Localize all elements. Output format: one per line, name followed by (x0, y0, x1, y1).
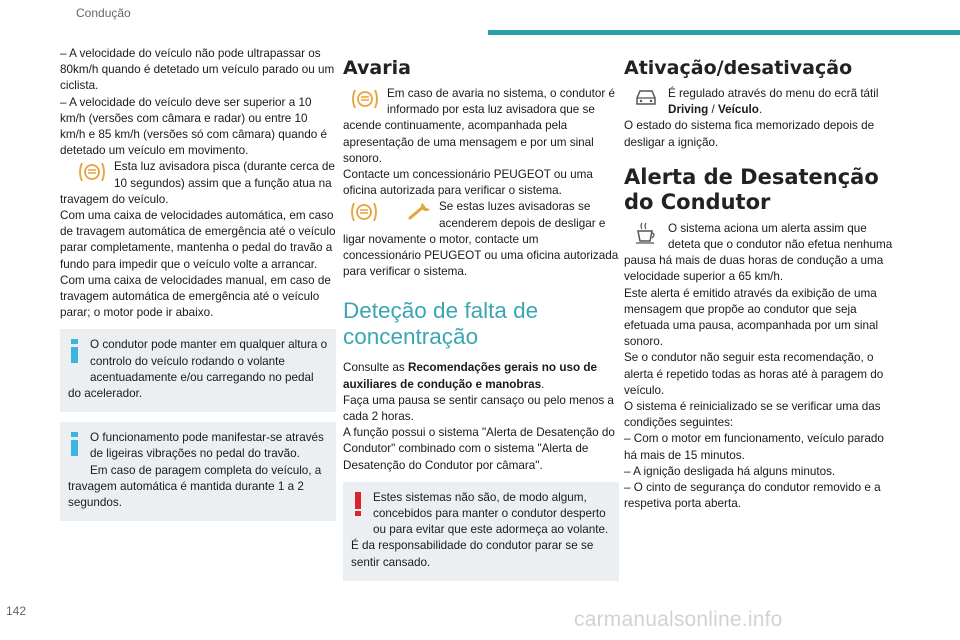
info-note (60, 329, 336, 412)
section-header: Condução (76, 6, 131, 20)
column-3 (624, 46, 900, 512)
settings-block (624, 86, 900, 118)
warning-lamp-block (60, 159, 336, 208)
section-heading-avaria: Avaria (343, 57, 411, 79)
fault-lamp-block (343, 86, 619, 167)
paragraph: – A velocidade do veículo não pode ultrapassar os 80km/h quando é detetado um veículo parado ou um ciclista. (60, 47, 335, 93)
menu-path-veiculo: Veículo (718, 103, 759, 117)
note-text: Estes sistemas não são, de modo algum, concebidos para manter o condutor desperto ou para evitar que este adormeça ao volante. (373, 490, 609, 537)
exclamation-icon (351, 490, 373, 524)
paragraph: O sistema aciona um alerta assim que deteta que o condutor não efetua nenhuma pausa há mais de duas horas de condução a uma velocidade superior a 65 km/h. (624, 221, 893, 284)
column-1 (60, 46, 336, 531)
list-item: – A ignição desligada há alguns minutos. (624, 464, 836, 478)
paragraph: É regulado através do menu do ecrã tátil Driving / Veículo. (668, 87, 879, 117)
paragraph: – A velocidade do veículo deve ser superior a 10 km/h (versões com câmara e radar) ou entre 10 km/h e 85 km/h (versões só com câmara) quando é detetado um veículo em movimento. (60, 95, 327, 158)
car-settings-icon (624, 86, 668, 118)
warning-note (343, 482, 619, 581)
fatigue-alert-block (624, 221, 900, 286)
fault-lamps-pair-block (343, 199, 619, 280)
info-icon (68, 337, 90, 371)
coffee-cup-icon (624, 221, 668, 253)
paragraph: Em caso de avaria no sistema, o condutor é informado por esta luz avisadora que se acende continuamente, acompanhada pela apresentação de uma mensagem e por um sinal sonoro. (343, 87, 616, 165)
paragraph: O sistema é reinicializado se se verificar uma das condições seguintes: (624, 400, 881, 430)
section-heading-ativacao: Ativação/desativação (624, 57, 853, 79)
paragraph: Com uma caixa de velocidades automática, em caso de travagem automática de emergência até o veículo parar completamente, mantenha o pedal do travão a fundo para impedir que o veículo volte a arrancar. (60, 209, 336, 271)
info-note (60, 422, 336, 521)
page-number: 142 (6, 604, 27, 618)
paragraph: A função possui o sistema "Alerta de Desatenção do Condutor" combinado com o sistema "Alerta de Desatenção do Condutor por câmara". (343, 426, 615, 472)
paragraph: Se estas luzes avisadoras se acenderem depois de desligar e ligar novamente o motor, contacte um concessionário PEUGEOT ou uma oficina autorizada para verificar o sistema. (343, 200, 619, 279)
watermark: carmanualsonline.info (574, 608, 783, 631)
collision-warning-icon (60, 159, 114, 191)
warning-lamps-pair (343, 199, 439, 231)
paragraph: Faça uma pausa se sentir cansaço ou pelo menos a cada 2 horas. (343, 393, 614, 424)
cross-reference: Recomendações gerais no uso de auxiliares de condução e manobras (343, 361, 597, 391)
paragraph: Este alerta é emitido através da exibição de uma mensagem que propõe ao condutor que seja efetuada uma pausa, acompanhada por um sinal sonoro. (624, 286, 879, 349)
collision-warning-icon (343, 86, 387, 118)
info-icon (68, 430, 90, 464)
paragraph: O estado do sistema fica memorizado depois de desligar a ignição. (624, 119, 875, 149)
note-text: Em caso de paragem completa do veículo, a travagem automática é mantida durante 1 a 2 segundos. (68, 463, 322, 510)
note-text: É da responsabilidade do condutor parar se se sentir cansado. (351, 539, 594, 569)
note-text: O condutor pode manter em qualquer altura o controlo do veículo rodando o volante acentuadamente e/ou carregando no pedal do acelerador. (68, 338, 328, 401)
paragraph: Se o condutor não seguir esta recomendação, o alerta é repetido todas as horas até à paragem do veículo. (624, 351, 884, 397)
list-item: – Com o motor em funcionamento, veículo parado há mais de 15 minutos. (624, 432, 884, 462)
column-2 (343, 46, 619, 591)
collision-warning-icon (349, 199, 379, 225)
paragraph: Esta luz avisadora pisca (durante cerca de 10 segundos) assim que a função atua na travagem do veículo. (60, 160, 335, 206)
paragraph: Com uma caixa de velocidades manual, em caso de travagem automática de emergência até o veículo parar; o motor pode ir abaixo. (60, 273, 331, 320)
paragraph: Contacte um concessionário PEUGEOT ou uma oficina autorizada para verificar o sistema. (343, 168, 593, 198)
list-item: – O cinto de segurança do condutor removido e a respetiva porta aberta. (624, 481, 881, 511)
header-accent-bar (488, 30, 960, 35)
section-heading-detecao: Deteção de falta de concentração (343, 298, 539, 350)
service-wrench-icon (407, 199, 433, 221)
menu-path-driving: Driving (668, 103, 709, 117)
paragraph: Consulte as Recomendações gerais no uso de auxiliares de condução e manobras. (343, 361, 597, 391)
note-text: O funcionamento pode manifestar-se através de ligeiras vibrações no pedal do travão. (90, 431, 324, 461)
section-heading-alerta: Alerta de Desatenção do Condutor (624, 164, 879, 214)
